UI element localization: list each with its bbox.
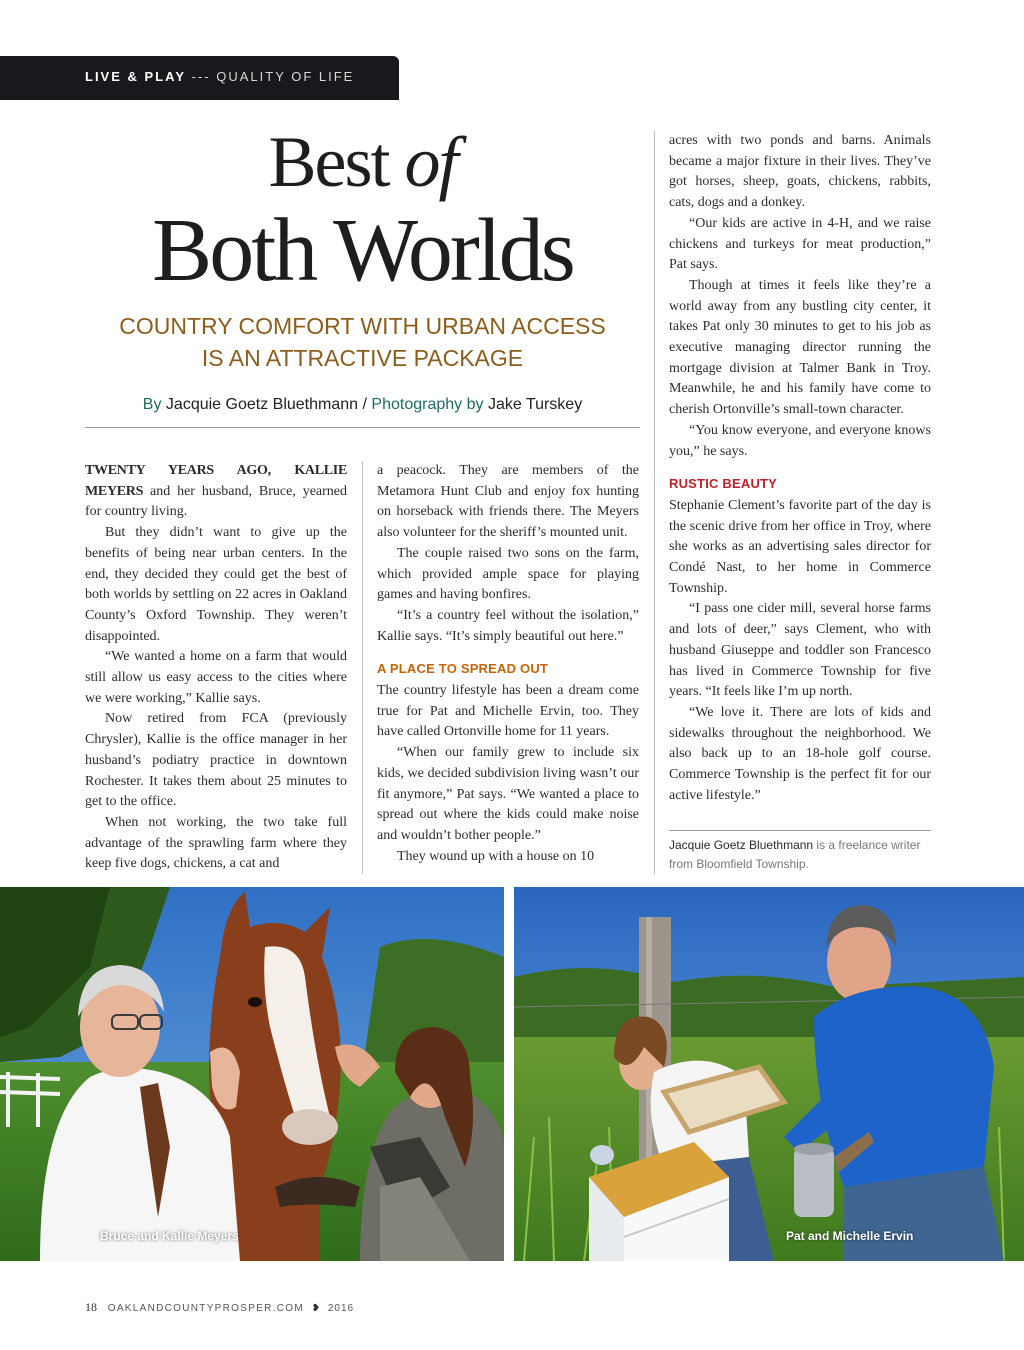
column-divider <box>654 131 655 874</box>
page-number: 18 <box>85 1300 97 1314</box>
article-paragraph: “I pass one cider mill, several horse farms and lots of deer,” says Clement, who with husband Giuseppe and toddler son Francesco has lived in Commerce Township for five years. “It feels like I’m up north. <box>669 601 931 700</box>
section-bar <box>0 56 399 100</box>
photo-caption-meyers: Bruce and Kallie Meyers <box>100 1229 239 1243</box>
article-paragraph: When not working, the two take full advantage of the sprawling farm where they keep five dogs, chickens, a cat and <box>85 814 347 872</box>
section-subcategory: QUALITY OF LIFE <box>216 69 355 84</box>
footer-year: 2016 <box>327 1303 355 1314</box>
byline-by-label: By <box>142 396 162 413</box>
photo-meyers-image <box>0 887 504 1261</box>
article-paragraph: They wound up with a house on 10 <box>397 848 595 864</box>
article-paragraph: Though at times it feels like they’re a world away from any bustling city center, it takes Pat only 30 minutes to get to his job as executive managing director running the mortgage division at Talmer Bank in Troy. Meanwhile, he and his family have come to cherish Ortonville’s small-town character. <box>669 277 931 418</box>
article-paragraph: “It’s a country feel without the isolation,” Kallie says. “It’s simply beautiful out here.” <box>377 607 639 644</box>
article-paragraph: Now retired from FCA (previously Chrysler), Kallie is the office manager in her husband’s podiatry practice in downtown Rochester. It takes them about 25 minutes to get to the office. <box>85 711 347 810</box>
article-paragraph: But they didn’t want to give up the benefits of being near urban centers. In the end, they decided they could get the best of both worlds by settling on 22 acres in Oakland County’s Oxford Township. They weren’t disappointed. <box>85 525 347 644</box>
section-heading-spread-out: A PLACE TO SPREAD OUT <box>377 661 549 677</box>
headline-word-best: Best <box>268 122 389 202</box>
author-bio <box>669 836 939 874</box>
paragraph-text: and her husband, Bruce, yearned for country living. <box>85 483 347 520</box>
byline-photographer: Jake Turskey <box>487 396 583 413</box>
byline-rule <box>85 427 640 428</box>
deck-line1: COUNTRY COMFORT WITH URBAN ACCESS <box>119 313 606 339</box>
deck-line2: IS AN ATTRACTIVE PACKAGE <box>201 345 524 371</box>
article-paragraph: acres with two ponds and barns. Animals became a major fixture in their lives. They’ve got horses, sheep, goats, chickens, rabbits, cats, dogs and a donkey. <box>669 133 931 211</box>
article-paragraph: a peacock. They are members of the Metamora Hunt Club and enjoy fox hunting on horseback with friends there. The Meyers also volunteer for the sheriff’s mounted unit. <box>377 463 639 541</box>
byline <box>85 396 640 414</box>
bio-text: is a freelance writer from Bloomfield Township. <box>669 838 921 871</box>
article-paragraph: The country lifestyle has been a dream come true for Pat and Michelle Ervin, too. They have called Ortonville home for 11 years. <box>377 683 639 740</box>
footer-site: OAKLANDCOUNTYPROSPER.COM <box>107 1303 304 1314</box>
bio-author-name: Jacquie Goetz Bluethmann <box>669 838 814 852</box>
lead-in: TWENTY YEARS AGO, KALLIE MEYERS <box>85 463 347 499</box>
byline-photo-label: Photography by <box>371 396 484 413</box>
article-paragraph: “Our kids are active in 4-H, and we raise chickens and turkeys for meat production,” Pat says. <box>669 215 931 273</box>
headline-line2: Both Worlds <box>152 201 573 300</box>
byline-separator: / <box>362 396 367 413</box>
byline-author: Jacquie Goetz Bluethmann <box>165 396 359 413</box>
article-paragraph: The couple raised two sons on the farm, which provided ample space for playing games and having bonfires. <box>377 545 639 603</box>
photo-ervin <box>514 887 1024 1261</box>
article-paragraph: “We love it. There are lots of kids and sidewalks throughout the neighborhood. We also back up to an 18-hole golf course. Commerce Township is the perfect fit for our active lifestyle.” <box>669 704 931 803</box>
article-paragraph: “We wanted a home on a farm that would still allow us easy access to the cities where we were working,” Kallie says. <box>85 649 347 706</box>
article-paragraph <box>85 461 347 523</box>
photo-caption-ervin: Pat and Michelle Ervin <box>786 1229 914 1243</box>
headline-line1 <box>85 122 640 202</box>
column-divider <box>362 461 363 874</box>
photo-meyers <box>0 887 504 1261</box>
article-column-3 <box>669 131 931 807</box>
article-paragraph: Stephanie Clement’s favorite part of the day is the scenic drive from her office in Troy, where she works as an advertising sales director for Condé Nast, to her home in Commerce Township. <box>669 497 931 596</box>
section-separator: --- <box>191 69 211 84</box>
footer-separator: ❥ <box>311 1303 321 1314</box>
article-paragraph: “When our family grew to include six kids, we decided subdivision living wasn’t our fit anymore,” Pat says. “We wanted a place to spread out where the kids could make noise and wouldn’t bother people.” <box>377 745 639 843</box>
article-column-1 <box>85 461 347 875</box>
headline-word-of: of <box>404 122 457 202</box>
page-footer <box>85 1300 354 1315</box>
section-label <box>85 69 354 84</box>
article-paragraph: “You know everyone, and everyone knows you,” he says. <box>669 422 931 459</box>
article-column-2 <box>377 461 639 867</box>
bio-rule <box>669 830 931 831</box>
section-heading-rustic-beauty: RUSTIC BEAUTY <box>669 476 778 492</box>
section-category: LIVE & PLAY <box>85 69 186 84</box>
photo-ervin-image <box>514 887 1024 1261</box>
